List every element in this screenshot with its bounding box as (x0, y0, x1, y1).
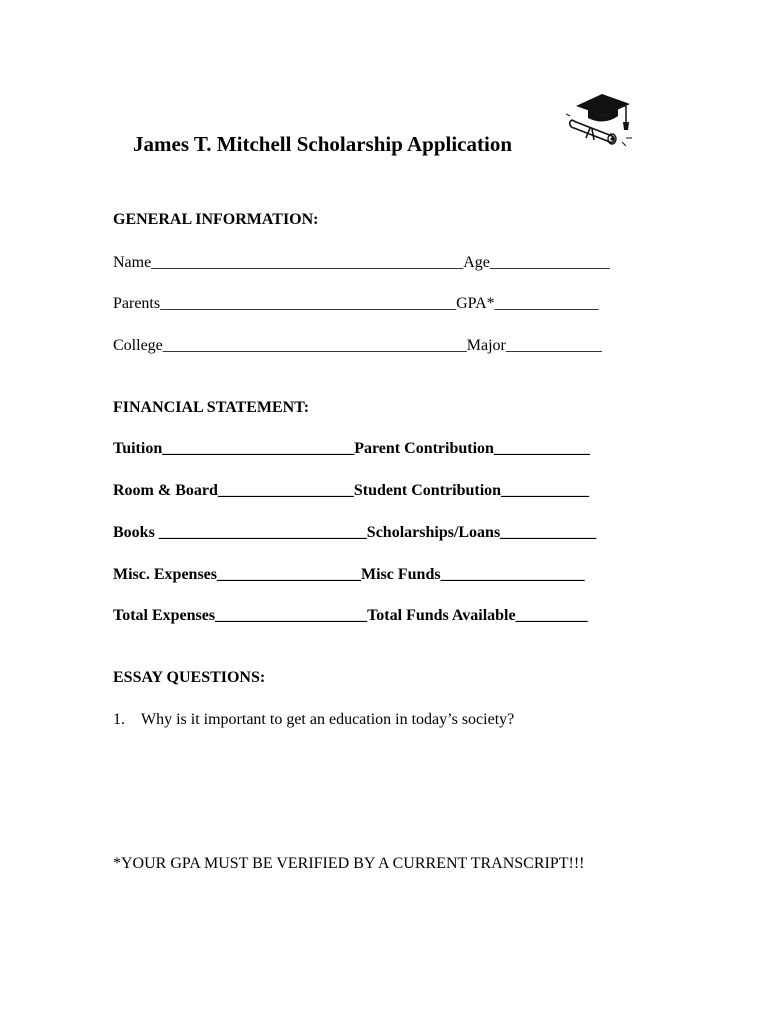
general-information-heading: GENERAL INFORMATION: (113, 211, 319, 228)
total-expenses-funds-line: Total Expenses___________________Total Funds Available_________ (113, 607, 588, 624)
essay-question-1 (113, 709, 514, 731)
name-age-line: Name_______________________________________Age_______________ (113, 254, 610, 271)
financial-statement-heading: FINANCIAL STATEMENT: (113, 399, 310, 416)
page-title: James T. Mitchell Scholarship Application (133, 132, 513, 156)
question-text: Why is it important to get an education in today’s society? (141, 711, 515, 728)
room-board-student-contribution-line: Room & Board_________________Student Contribution___________ (113, 482, 590, 499)
college-major-line: College______________________________________Major____________ (113, 337, 602, 354)
question-number: 1. (113, 711, 125, 728)
gpa-verification-note: *YOUR GPA MUST BE VERIFIED BY A CURRENT TRANSCRIPT!!! (113, 855, 585, 872)
misc-expenses-funds-line: Misc. Expenses__________________Misc Funds__________________ (113, 566, 585, 583)
books-scholarships-line: Books __________________________Scholarships/Loans____________ (113, 524, 597, 541)
parents-gpa-line: Parents_____________________________________GPA*_____________ (113, 295, 599, 312)
tuition-parent-contribution-line: Tuition________________________Parent Contribution____________ (113, 440, 590, 457)
essay-questions-heading: ESSAY QUESTIONS: (113, 669, 266, 686)
graduation-cap-diploma-icon (566, 92, 636, 152)
